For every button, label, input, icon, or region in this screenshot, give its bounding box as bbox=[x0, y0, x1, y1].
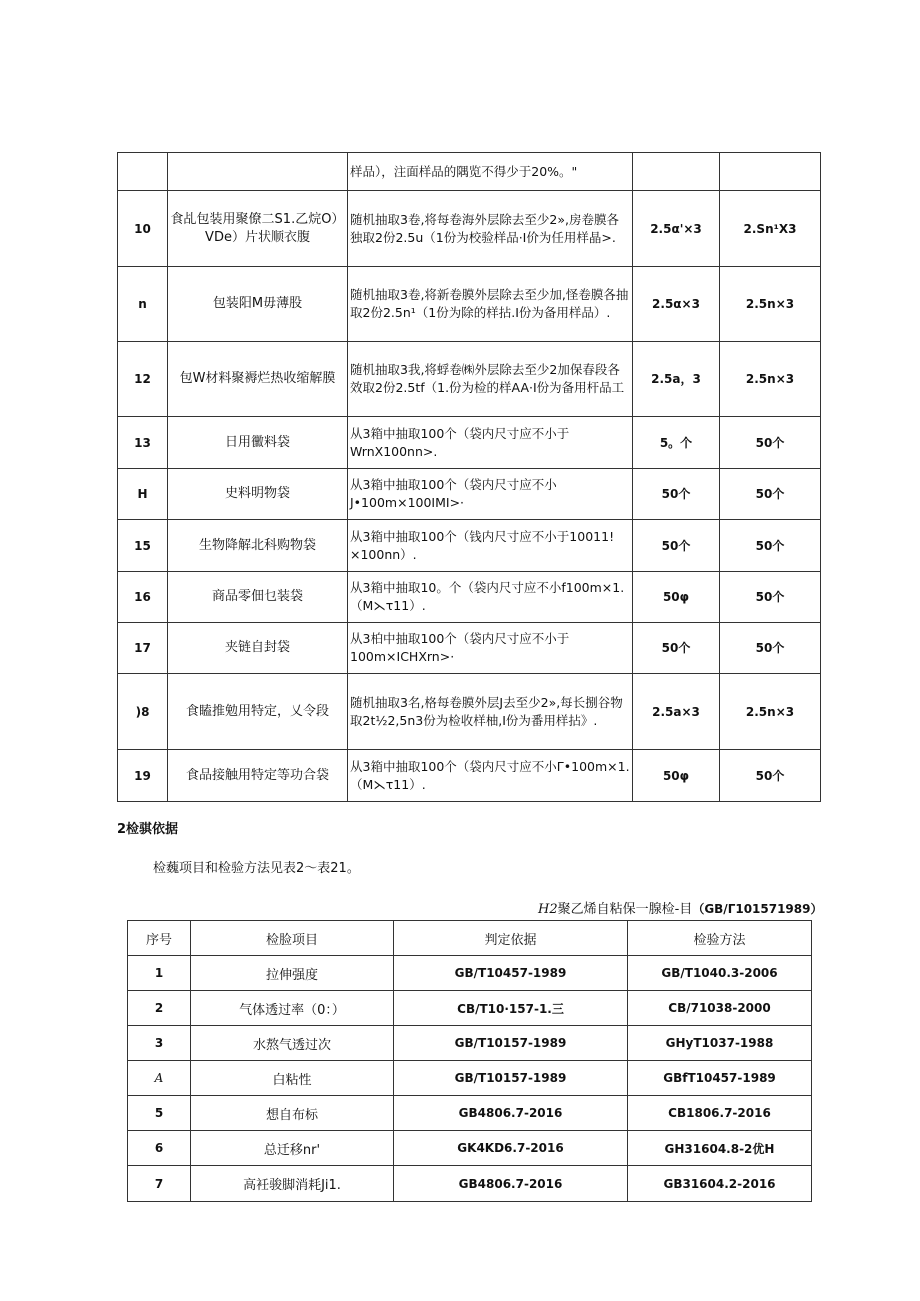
header-basis: 判定依据 bbox=[394, 921, 628, 956]
test-item: 拉伸强度 bbox=[191, 956, 394, 991]
backup-quantity: 2.5n×3 bbox=[720, 267, 821, 342]
product-name: 夹链自封袋 bbox=[168, 623, 348, 674]
row-number: 12 bbox=[118, 342, 168, 417]
judgement-basis: GB/T10157-1989 bbox=[394, 1061, 628, 1096]
table-row bbox=[118, 342, 821, 417]
test-method: CB1806.7-2016 bbox=[628, 1096, 812, 1131]
product-name: 日用黴料袋 bbox=[168, 417, 348, 469]
row-number: H bbox=[118, 469, 168, 520]
test-quantity: 2.5a×3 bbox=[633, 674, 720, 750]
sampling-method: 从3箱中抽取100个（袋内尺寸应不小J•100m×100IMI>· bbox=[348, 469, 633, 520]
test-quantity: 2.5α'×3 bbox=[633, 191, 720, 267]
sampling-method: 从3箱中抽取100个（钱内尺寸应不小于10011!×100nn）. bbox=[348, 520, 633, 572]
sampling-method: 从3箱中抽取100个（袋内尺寸应不小Γ•100m×1.（M⋋τ11）. bbox=[348, 750, 633, 802]
table-standard: （GB/Γ101571989） bbox=[692, 902, 823, 916]
table-row bbox=[128, 1131, 812, 1166]
sampling-method: 从3箱中抽取10。个（袋内尺寸应不小f100m×1.（M⋋τ11）. bbox=[348, 572, 633, 623]
test-item: 水熬气透过次 bbox=[191, 1026, 394, 1061]
test-item: 白粘性 bbox=[191, 1061, 394, 1096]
test-method: GHyT1037-1988 bbox=[628, 1026, 812, 1061]
test-quantity bbox=[633, 153, 720, 191]
sampling-method: 随机抽取3卷,将每卷海外层除去至少2»,房卷膜各独取2份2.5u（1份为校验样品·I价为任用样晶>. bbox=[348, 191, 633, 267]
test-items-table bbox=[127, 920, 812, 1202]
row-number: 2 bbox=[128, 991, 191, 1026]
table-row bbox=[118, 469, 821, 520]
judgement-basis: GB4806.7-2016 bbox=[394, 1166, 628, 1202]
test-quantity: 50个 bbox=[633, 623, 720, 674]
row-number: 19 bbox=[118, 750, 168, 802]
table-header-row bbox=[128, 921, 812, 956]
table-row bbox=[118, 520, 821, 572]
row-number: )8 bbox=[118, 674, 168, 750]
product-name: 食品接触用特定等功合袋 bbox=[168, 750, 348, 802]
sampling-table bbox=[117, 152, 821, 802]
row-number: 5 bbox=[128, 1096, 191, 1131]
row-number: 17 bbox=[118, 623, 168, 674]
sampling-method: 从3箱中抽取100个（袋内尺寸应不小于WrnX100nn>. bbox=[348, 417, 633, 469]
product-name: 商品零佃乜装袋 bbox=[168, 572, 348, 623]
section-heading: 2检骐依据 bbox=[117, 822, 179, 837]
product-name: 生物降解北科购物袋 bbox=[168, 520, 348, 572]
sampling-method: 随机抽取3我,将蜉卷㈱外层除去至少2加保春段各效取2份2.5tf（1.份为检的样AA·I份为备用杆品工 bbox=[348, 342, 633, 417]
judgement-basis: GB4806.7-2016 bbox=[394, 1096, 628, 1131]
judgement-basis: GB/T10457-1989 bbox=[394, 956, 628, 991]
backup-quantity: 2.Sn¹X3 bbox=[720, 191, 821, 267]
judgement-basis: GK4KD6.7-2016 bbox=[394, 1131, 628, 1166]
header-method: 检验方法 bbox=[628, 921, 812, 956]
backup-quantity: 50个 bbox=[720, 469, 821, 520]
row-number: 3 bbox=[128, 1026, 191, 1061]
table-row bbox=[118, 191, 821, 267]
test-item: 气体透过率（0：） bbox=[191, 991, 394, 1026]
test-quantity: 50φ bbox=[633, 750, 720, 802]
backup-quantity: 2.5n×3 bbox=[720, 674, 821, 750]
judgement-basis: GB/T10157-1989 bbox=[394, 1026, 628, 1061]
table-row bbox=[128, 1096, 812, 1131]
row-number: 16 bbox=[118, 572, 168, 623]
test-quantity: 50φ bbox=[633, 572, 720, 623]
backup-quantity: 50个 bbox=[720, 417, 821, 469]
product-name: 食瞌推勉用特定，乂令段 bbox=[168, 674, 348, 750]
product-name: 包装阳M毋薄股 bbox=[168, 267, 348, 342]
test-quantity: 50个 bbox=[633, 520, 720, 572]
header-serial: 序号 bbox=[128, 921, 191, 956]
table-row bbox=[118, 674, 821, 750]
table-row bbox=[128, 1166, 812, 1202]
table-row bbox=[118, 153, 821, 191]
table-row bbox=[128, 991, 812, 1026]
table-row bbox=[118, 417, 821, 469]
row-number: 1 bbox=[128, 956, 191, 991]
table-row bbox=[118, 267, 821, 342]
table-row bbox=[128, 956, 812, 991]
test-quantity: 5。个 bbox=[633, 417, 720, 469]
row-number: 6 bbox=[128, 1131, 191, 1166]
test-method: CB/71038-2000 bbox=[628, 991, 812, 1026]
product-name: 包W材料聚褥烂热收缩解膜 bbox=[168, 342, 348, 417]
row-number bbox=[118, 153, 168, 191]
product-name bbox=[168, 153, 348, 191]
backup-quantity: 2.5n×3 bbox=[720, 342, 821, 417]
test-quantity: 50个 bbox=[633, 469, 720, 520]
product-name: 食乩包装用聚僚二S1.乙烷O）VDe）片状顺衣腹 bbox=[168, 191, 348, 267]
table-row bbox=[128, 1026, 812, 1061]
sampling-method: 随机抽取3名,格每卷膜外层J去至少2»,每长捌谷物取2t½2,5n3份为检收样柚,I份为番用样拈》. bbox=[348, 674, 633, 750]
backup-quantity: 50个 bbox=[720, 520, 821, 572]
row-number: A bbox=[128, 1061, 191, 1096]
sampling-method: 从3柏中抽取100个（袋内尺寸应不小于100m×ICHXrn>· bbox=[348, 623, 633, 674]
row-number: n bbox=[118, 267, 168, 342]
test-item: 总迁移nr' bbox=[191, 1131, 394, 1166]
table-row bbox=[118, 572, 821, 623]
backup-quantity: 50个 bbox=[720, 750, 821, 802]
row-number: 13 bbox=[118, 417, 168, 469]
judgement-basis: CB/T10·157-1.三 bbox=[394, 991, 628, 1026]
test-method: GB31604.2-2016 bbox=[628, 1166, 812, 1202]
test-item: 想自布标 bbox=[191, 1096, 394, 1131]
backup-quantity: 50个 bbox=[720, 623, 821, 674]
test-method: GBfT10457-1989 bbox=[628, 1061, 812, 1096]
table-title: 聚乙烯自粘保一腺检-目 bbox=[557, 902, 693, 917]
sampling-method: 随机抽取3卷,将新卷膜外层除去至少加,怪卷膜各抽取2份2.5n¹（1份为除的样拈.I份为备用样品）. bbox=[348, 267, 633, 342]
section-paragraph: 检蘶项目和检验方法见表2〜表21。 bbox=[153, 861, 360, 876]
backup-quantity bbox=[720, 153, 821, 191]
test-method: GH31604.8-2优H bbox=[628, 1131, 812, 1166]
test-item: 高衽骏脚消耗Ji1. bbox=[191, 1166, 394, 1202]
row-number: 7 bbox=[128, 1166, 191, 1202]
test-quantity: 2.5a，3 bbox=[633, 342, 720, 417]
sampling-method: 样品），注面样品的隅览不得少于20%。" bbox=[348, 153, 633, 191]
table-row bbox=[128, 1061, 812, 1096]
row-number: 10 bbox=[118, 191, 168, 267]
test-method: GB/T1040.3-2006 bbox=[628, 956, 812, 991]
table-caption bbox=[538, 898, 823, 917]
test-quantity: 2.5α×3 bbox=[633, 267, 720, 342]
table-row bbox=[118, 750, 821, 802]
table-row bbox=[118, 623, 821, 674]
table-number: H2 bbox=[538, 902, 558, 917]
product-name: 史料明物袋 bbox=[168, 469, 348, 520]
backup-quantity: 50个 bbox=[720, 572, 821, 623]
row-number: 15 bbox=[118, 520, 168, 572]
header-item: 检脸项目 bbox=[191, 921, 394, 956]
